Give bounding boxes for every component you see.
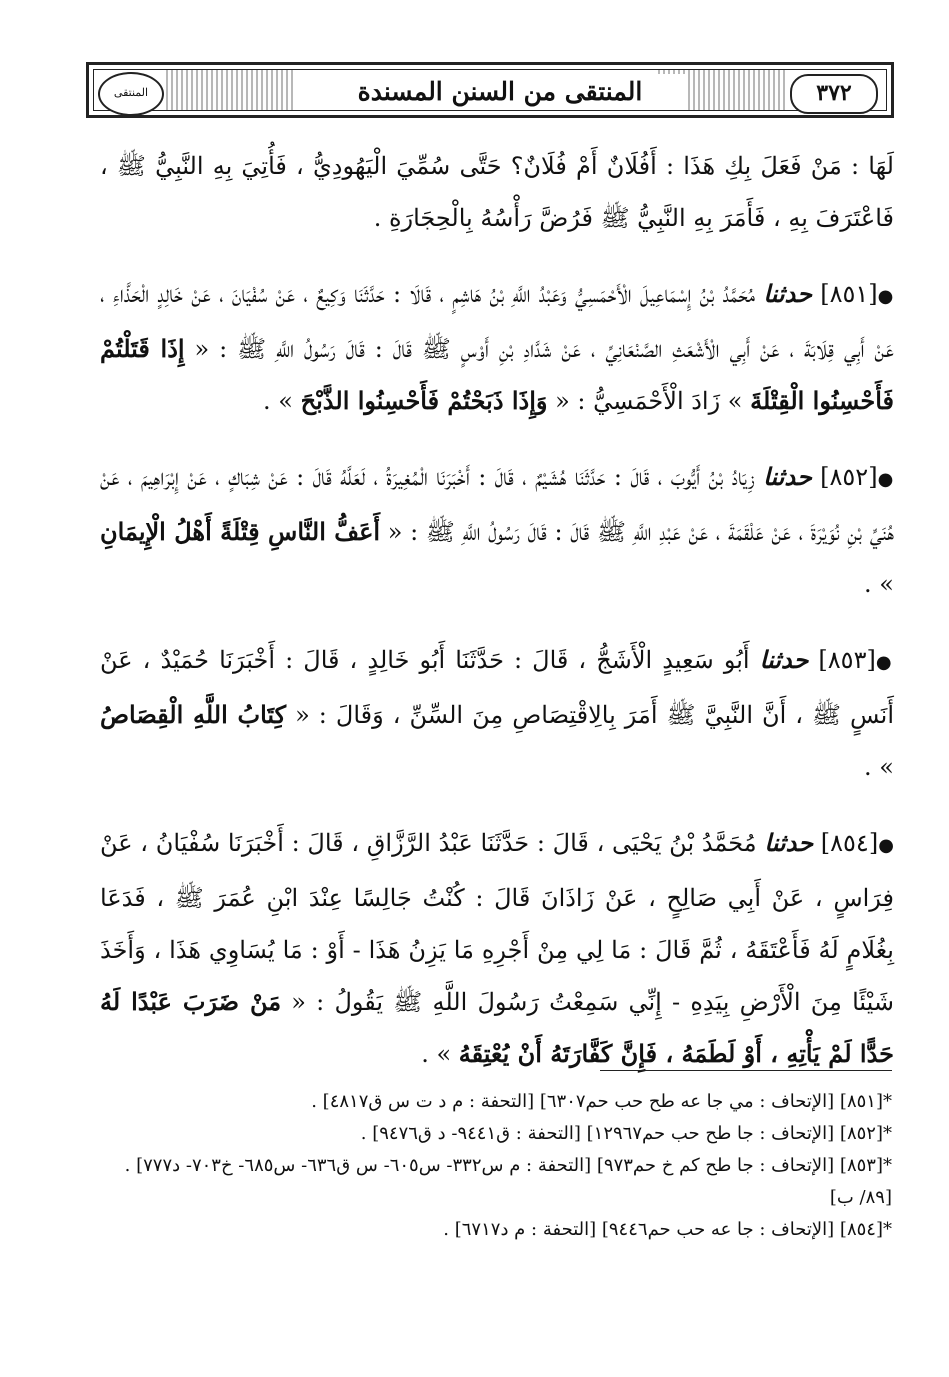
hadith-end: » .	[263, 387, 301, 415]
bullet-icon: ●	[878, 835, 894, 856]
hadith-chain: زِيَادُ بْنُ أَيُّوبَ ، قَالَ : حَدَّثَنَا هُشَيْمٌ ، قَالَ : أَخْبَرَنَا الْمُغِيرَةُ ، لَعَلَّهُ قَالَ : عَنْ شِبَاكٍ ، عَنْ إِبْرَاهِيمَ ، عَنْ هُنَيِّ بْنِ نُوَيْرَةَ ، عَنْ عَلْقَمَةَ ، عَنْ عَبْدِ اللَّهِ ﷺ قَالَ : قَالَ رَسُولُ اللَّهِ ﷺ : «	[100, 463, 894, 546]
hadith-chain: أَبُو سَعِيدٍ الْأَشَجُّ ، قَالَ : حَدَّثَنَا أَبُو خَالِدٍ ، قَالَ : أَخْبَرَنَا حُمَيْدٌ ، عَنْ أَنَسٍ ﷺ ، أَنَّ النَّبِيَّ ﷺ أَمَرَ بِالِاقْتِصَاصِ مِنَ السِّنِّ ، وَقَالَ : «	[100, 646, 894, 729]
bullet-icon: ●	[875, 652, 894, 673]
main-text	[100, 140, 894, 1104]
hadith-851	[100, 268, 894, 427]
hadith-after: » .	[421, 1040, 459, 1068]
hadith-chain: مُحَمَّدُ بْنُ إِسْمَاعِيلَ الْأَحْمَسِيُّ وَعَبْدُ اللَّهِ بْنُ هَاشِمٍ ، قَالَا : حَدَّثَنَا وَكِيعٌ ، عَنْ سُفْيَانَ ، عَنْ خَالِدٍ الْحَذَّاءِ ، عَنْ أَبِي قِلَابَةَ ، عَنْ أَبِي الْأَشْعَثِ الصَّنْعَانِيِّ ، عَنْ شَدَّادِ بْنِ أَوْسٍ ﷺ قَالَ : قَالَ رَسُولُ اللَّهِ ﷺ : «	[100, 280, 894, 363]
hadith-matn: كِتَابُ اللَّهِ الْقِصَاصُ	[100, 700, 287, 729]
hadith-number: [٨٥١]	[820, 280, 878, 308]
header-frame	[93, 69, 887, 111]
chain-label: حدثنا	[759, 645, 809, 674]
intro-paragraph: لَهَا : مَنْ فَعَلَ بِكِ هَذَا : أَفُلَانٌ أَمْ فُلَانٌ؟ حَتَّى سُمِّيَ الْيَهُودِيُّ ، فَأُتِيَ بِهِ النَّبِيُّ ﷺ ، فَاعْتَرَفَ بِهِ ، فَأَمَرَ بِهِ النَّبِيُّ ﷺ فَرُضَّ رَأْسُهُ بِالْحِجَارَةِ .	[100, 152, 894, 232]
chain-label: حدثنا	[764, 828, 814, 857]
footnote-852: *[٨٥٢] [الإتحاف : جا طح حب حم١٢٩٦٧] [التحفة : ق٩٤٤١- د ق٩٤٧٦] .	[360, 1123, 892, 1144]
hadith-after: » .	[864, 753, 894, 781]
hadith-853	[100, 634, 894, 793]
hadith-number: [٨٥٣]	[818, 646, 876, 674]
footnote-851: *[٨٥١] [الإتحاف : مي جا عه طح حب حم٦٣٠٧] [التحفة : م د ت س ق٤٨١٧] .	[311, 1091, 892, 1112]
hadith-number: [٨٥٢]	[820, 463, 878, 491]
hadith-after: » زَادَ الْأَحْمَسِيُّ : «	[547, 387, 751, 415]
book-title: المنتقى من السنن المسندة	[314, 74, 686, 110]
hadith-matn-2: وَإِذَا ذَبَحْتُمْ فَأَحْسِنُوا الذَّبْحَ	[300, 386, 548, 415]
page-header	[86, 62, 894, 118]
header-ornament-left	[166, 70, 296, 110]
hadith-matn: إِذَا قَتَلْتُمْ فَأَحْسِنُوا الْقِتْلَةَ	[100, 334, 894, 415]
hadith-matn: أَعَفُّ النَّاسِ قِتْلَةً أَهْلُ الْإِيمَانِ	[100, 517, 381, 546]
chain-label: حدثنا	[763, 279, 812, 308]
header-emblem: المنتقى	[98, 72, 164, 116]
chain-label: حدثنا	[763, 462, 812, 491]
hadith-chain: مُحَمَّدُ بْنُ يَحْيَى ، قَالَ : حَدَّثَنَا عَبْدُ الرَّزَّاقِ ، قَالَ : أَخْبَرَنَا سُفْيَانُ ، عَنْ فِرَاسٍ ، عَنْ أَبِي صَالِحٍ ، عَنْ زَاذَانَ قَالَ : كُنْتُ جَالِسًا عِنْدَ ابْنِ عُمَرَ ﷺ ، فَدَعَا بِغُلَامٍ لَهُ فَأَعْتَقَهُ ، ثُمَّ قَالَ : مَا لِي مِنْ أَجْرِهِ مَا يَزِنُ هَذَا - أَوْ : مَا يُسَاوِي هَذَا ، وَأَخَذَ شَيْئًا مِنَ الْأَرْضِ بِيَدِهِ - إِنِّي سَمِعْتُ رَسُولَ اللَّهِ ﷺ يَقُولُ : «	[100, 829, 894, 1016]
hadith-854	[100, 817, 894, 1080]
footnote-divider	[600, 1070, 892, 1071]
bullet-icon: ●	[877, 286, 894, 307]
footnote-853: *[٨٥٣] [الإتحاف : جا طح كم خ حم٩٧٣] [التحفة : م س٣٣٢- س٦٠٥- س ق٦٣٦- س٦٨٥- خ٧٠٣- د٧٧٧] .	[124, 1155, 892, 1176]
folio-marker: [٨٩/ ب]	[829, 1187, 892, 1208]
bullet-icon: ●	[877, 469, 894, 490]
hadith-852	[100, 451, 894, 610]
hadith-number: [٨٥٤]	[820, 829, 879, 857]
footnotes	[80, 1086, 892, 1246]
footnote-854: *[٨٥٤] [الإتحاف : جا عه حب حم٩٤٤٦] [التحفة : م د٦٧١٧] .	[443, 1219, 892, 1240]
hadith-after: » .	[864, 570, 894, 598]
page-number: ٣٧٢	[790, 74, 878, 114]
hadith-matn: مَنْ ضَرَبَ عَبْدًا لَهُ حَدًّا لَمْ يَأْتِهِ ، أَوْ لَطَمَهُ ، فَإِنَّ كَفَّارَتَهُ أَنْ يُعْتِقَهُ	[100, 987, 894, 1068]
